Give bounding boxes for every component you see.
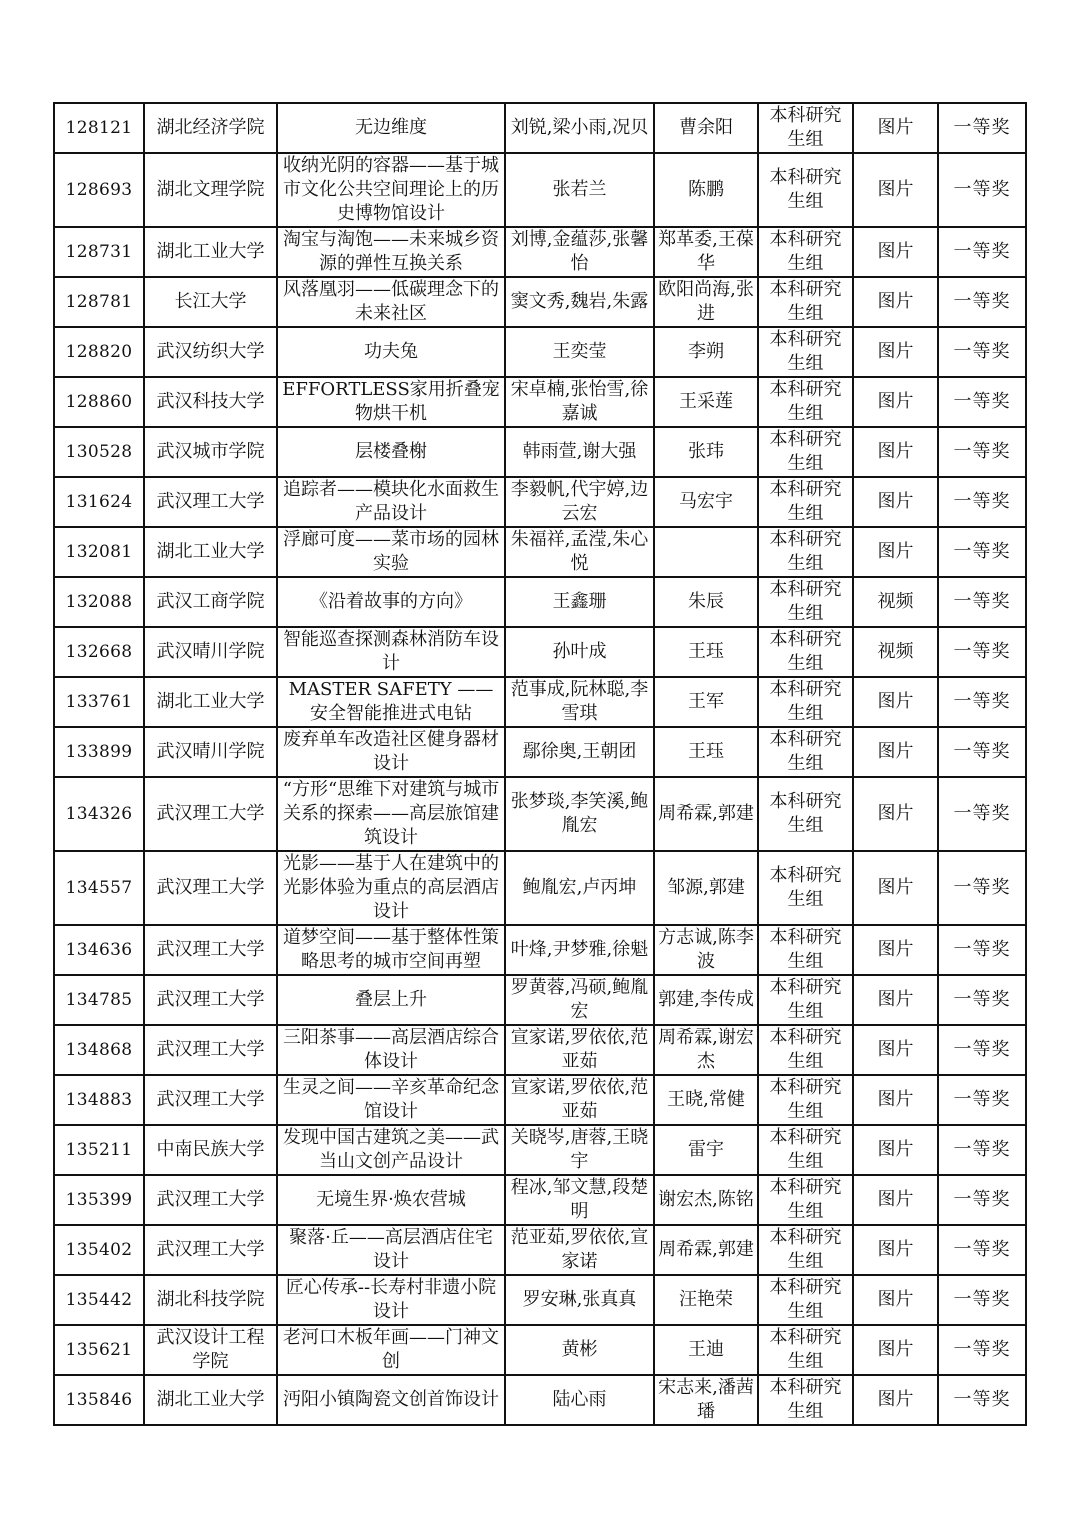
school-cell: 武汉理工大学 (144, 1175, 277, 1225)
table-row (54, 777, 1026, 851)
school-cell: 武汉城市学院 (144, 427, 277, 477)
entry-id-cell: 134883 (54, 1075, 144, 1125)
advisor-cell: 郭建,李传成 (654, 975, 758, 1025)
group-cell: 本科研究生组 (758, 577, 853, 627)
work-title-cell: 追踪者——模块化水面救生产品设计 (277, 477, 505, 527)
table-row (54, 377, 1026, 427)
group-cell: 本科研究生组 (758, 1375, 853, 1425)
group-cell: 本科研究生组 (758, 277, 853, 327)
category-cell: 图片 (853, 1375, 938, 1425)
group-cell: 本科研究生组 (758, 1025, 853, 1075)
advisor-cell: 王军 (654, 677, 758, 727)
award-cell: 一等奖 (938, 1375, 1026, 1425)
entry-id-cell: 130528 (54, 427, 144, 477)
category-cell: 图片 (853, 527, 938, 577)
authors-cell: 刘博,金蕴莎,张馨怡 (505, 227, 654, 277)
authors-cell: 宣家诺,罗依依,范亚茹 (505, 1025, 654, 1075)
school-cell: 武汉理工大学 (144, 477, 277, 527)
authors-cell: 王奕莹 (505, 327, 654, 377)
entry-id-cell: 128860 (54, 377, 144, 427)
category-cell: 图片 (853, 477, 938, 527)
entry-id-cell: 134868 (54, 1025, 144, 1075)
group-cell: 本科研究生组 (758, 477, 853, 527)
group-cell: 本科研究生组 (758, 1125, 853, 1175)
authors-cell: 朱福祥,孟滢,朱心悦 (505, 527, 654, 577)
school-cell: 湖北工业大学 (144, 1375, 277, 1425)
group-cell: 本科研究生组 (758, 1075, 853, 1125)
table-row (54, 1225, 1026, 1275)
school-cell: 武汉理工大学 (144, 975, 277, 1025)
work-title-cell: 沔阳小镇陶瓷文创首饰设计 (277, 1375, 505, 1425)
group-cell: 本科研究生组 (758, 427, 853, 477)
school-cell: 湖北科技学院 (144, 1275, 277, 1325)
advisor-cell: 邹源,郭建 (654, 851, 758, 925)
work-title-cell: 浮廊可度——菜市场的园林实验 (277, 527, 505, 577)
authors-cell: 范事成,阮林聪,李雪琪 (505, 677, 654, 727)
category-cell: 图片 (853, 377, 938, 427)
advisor-cell: 欧阳尚海,张进 (654, 277, 758, 327)
category-cell: 视频 (853, 577, 938, 627)
entry-id-cell: 132081 (54, 527, 144, 577)
authors-cell: 宋卓楠,张怡雪,徐嘉诚 (505, 377, 654, 427)
entry-id-cell: 128781 (54, 277, 144, 327)
category-cell: 图片 (853, 327, 938, 377)
school-cell: 湖北工业大学 (144, 527, 277, 577)
advisor-cell: 张玮 (654, 427, 758, 477)
entry-id-cell: 134326 (54, 777, 144, 851)
table-row (54, 153, 1026, 227)
advisor-cell: 谢宏杰,陈铭 (654, 1175, 758, 1225)
authors-cell: 范亚茹,罗依依,宣家诺 (505, 1225, 654, 1275)
entry-id-cell: 133761 (54, 677, 144, 727)
table-row (54, 1025, 1026, 1075)
work-title-cell: MASTER SAFETY —— 安全智能推进式电钻 (277, 677, 505, 727)
award-cell: 一等奖 (938, 577, 1026, 627)
entry-id-cell: 133899 (54, 727, 144, 777)
award-cell: 一等奖 (938, 1225, 1026, 1275)
authors-cell: 窦文秀,魏岩,朱露 (505, 277, 654, 327)
work-title-cell: “方形“思维下对建筑与城市关系的探索——高层旅馆建筑设计 (277, 777, 505, 851)
category-cell: 图片 (853, 277, 938, 327)
award-cell: 一等奖 (938, 327, 1026, 377)
school-cell: 武汉理工大学 (144, 1225, 277, 1275)
school-cell: 武汉科技大学 (144, 377, 277, 427)
table-row (54, 1375, 1026, 1425)
group-cell: 本科研究生组 (758, 627, 853, 677)
work-title-cell: 智能巡查探测森林消防车设计 (277, 627, 505, 677)
authors-cell: 刘锐,梁小雨,况贝 (505, 103, 654, 153)
work-title-cell: 三阳茶事——高层酒店综合体设计 (277, 1025, 505, 1075)
work-title-cell: 聚落·丘——高层酒店住宅设计 (277, 1225, 505, 1275)
advisor-cell (654, 527, 758, 577)
authors-cell: 程冰,邹文慧,段楚明 (505, 1175, 654, 1225)
advisor-cell: 王采莲 (654, 377, 758, 427)
award-cell: 一等奖 (938, 925, 1026, 975)
advisor-cell: 王迪 (654, 1325, 758, 1375)
table-row (54, 327, 1026, 377)
school-cell: 湖北文理学院 (144, 153, 277, 227)
advisor-cell: 周希霖,郭建 (654, 777, 758, 851)
school-cell: 武汉晴川学院 (144, 727, 277, 777)
authors-cell: 关晓岑,唐蓉,王晓宇 (505, 1125, 654, 1175)
school-cell: 武汉理工大学 (144, 925, 277, 975)
authors-cell: 韩雨萱,谢大强 (505, 427, 654, 477)
category-cell: 视频 (853, 627, 938, 677)
table-row (54, 727, 1026, 777)
work-title-cell: 《沿着故事的方向》 (277, 577, 505, 627)
entry-id-cell: 128121 (54, 103, 144, 153)
group-cell: 本科研究生组 (758, 677, 853, 727)
work-title-cell: 功夫兔 (277, 327, 505, 377)
advisor-cell: 周希霖,郭建 (654, 1225, 758, 1275)
school-cell: 武汉设计工程学院 (144, 1325, 277, 1375)
category-cell: 图片 (853, 427, 938, 477)
authors-cell: 宣家诺,罗依依,范亚茹 (505, 1075, 654, 1125)
authors-cell: 罗黄蓉,冯硕,鲍胤宏 (505, 975, 654, 1025)
table-row (54, 1325, 1026, 1375)
school-cell: 长江大学 (144, 277, 277, 327)
table-row (54, 103, 1026, 153)
award-cell: 一等奖 (938, 1125, 1026, 1175)
school-cell: 武汉工商学院 (144, 577, 277, 627)
award-cell: 一等奖 (938, 1275, 1026, 1325)
school-cell: 湖北经济学院 (144, 103, 277, 153)
work-title-cell: 匠心传承--长寿村非遗小院设计 (277, 1275, 505, 1325)
work-title-cell: 收纳光阴的容器——基于城市文化公共空间理论上的历史博物馆设计 (277, 153, 505, 227)
award-cell: 一等奖 (938, 477, 1026, 527)
group-cell: 本科研究生组 (758, 327, 853, 377)
authors-cell: 王鑫珊 (505, 577, 654, 627)
category-cell: 图片 (853, 227, 938, 277)
group-cell: 本科研究生组 (758, 377, 853, 427)
category-cell: 图片 (853, 727, 938, 777)
category-cell: 图片 (853, 1225, 938, 1275)
advisor-cell: 雷宇 (654, 1125, 758, 1175)
table-row (54, 477, 1026, 527)
authors-cell: 张若兰 (505, 153, 654, 227)
work-title-cell: 生灵之间——辛亥革命纪念馆设计 (277, 1075, 505, 1125)
school-cell: 武汉纺织大学 (144, 327, 277, 377)
table-row (54, 277, 1026, 327)
work-title-cell: 光影——基于人在建筑中的光影体验为重点的高层酒店设计 (277, 851, 505, 925)
work-title-cell: 发现中国古建筑之美——武当山文创产品设计 (277, 1125, 505, 1175)
work-title-cell: 无边维度 (277, 103, 505, 153)
table-row (54, 975, 1026, 1025)
work-title-cell: 淘宝与淘饱——未来城乡资源的弹性互换关系 (277, 227, 505, 277)
category-cell: 图片 (853, 1325, 938, 1375)
authors-cell: 鄢徐奥,王朝团 (505, 727, 654, 777)
table-row (54, 851, 1026, 925)
school-cell: 武汉理工大学 (144, 777, 277, 851)
authors-cell: 李毅帆,代宇婷,边云宏 (505, 477, 654, 527)
group-cell: 本科研究生组 (758, 1175, 853, 1225)
table-row (54, 1275, 1026, 1325)
entry-id-cell: 134636 (54, 925, 144, 975)
category-cell: 图片 (853, 153, 938, 227)
award-cell: 一等奖 (938, 727, 1026, 777)
entry-id-cell: 135399 (54, 1175, 144, 1225)
category-cell: 图片 (853, 677, 938, 727)
awards-table-body (54, 103, 1026, 1425)
category-cell: 图片 (853, 1275, 938, 1325)
entry-id-cell: 135402 (54, 1225, 144, 1275)
table-row (54, 227, 1026, 277)
work-title-cell: 无境生界·焕农营城 (277, 1175, 505, 1225)
authors-cell: 罗安琳,张真真 (505, 1275, 654, 1325)
award-cell: 一等奖 (938, 153, 1026, 227)
category-cell: 图片 (853, 103, 938, 153)
school-cell: 武汉理工大学 (144, 1025, 277, 1075)
category-cell: 图片 (853, 925, 938, 975)
work-title-cell: 废弃单车改造社区健身器材设计 (277, 727, 505, 777)
advisor-cell: 曹余阳 (654, 103, 758, 153)
award-cell: 一等奖 (938, 227, 1026, 277)
advisor-cell: 朱辰 (654, 577, 758, 627)
authors-cell: 黄彬 (505, 1325, 654, 1375)
group-cell: 本科研究生组 (758, 527, 853, 577)
awards-page (53, 102, 1025, 1426)
entry-id-cell: 135846 (54, 1375, 144, 1425)
advisor-cell: 王珏 (654, 727, 758, 777)
work-title-cell: 风落凰羽——低碳理念下的未来社区 (277, 277, 505, 327)
award-cell: 一等奖 (938, 1175, 1026, 1225)
entry-id-cell: 135442 (54, 1275, 144, 1325)
group-cell: 本科研究生组 (758, 777, 853, 851)
entry-id-cell: 132668 (54, 627, 144, 677)
work-title-cell: 叠层上升 (277, 975, 505, 1025)
authors-cell: 张梦琰,李笑溪,鲍胤宏 (505, 777, 654, 851)
award-cell: 一等奖 (938, 777, 1026, 851)
work-title-cell: 层楼叠榭 (277, 427, 505, 477)
entry-id-cell: 131624 (54, 477, 144, 527)
category-cell: 图片 (853, 1125, 938, 1175)
school-cell: 湖北工业大学 (144, 677, 277, 727)
entry-id-cell: 132088 (54, 577, 144, 627)
table-row (54, 427, 1026, 477)
advisor-cell: 周希霖,谢宏杰 (654, 1025, 758, 1075)
group-cell: 本科研究生组 (758, 1325, 853, 1375)
advisor-cell: 马宏宇 (654, 477, 758, 527)
entry-id-cell: 134557 (54, 851, 144, 925)
school-cell: 湖北工业大学 (144, 227, 277, 277)
table-row (54, 677, 1026, 727)
entry-id-cell: 128820 (54, 327, 144, 377)
group-cell: 本科研究生组 (758, 1275, 853, 1325)
entry-id-cell: 135621 (54, 1325, 144, 1375)
group-cell: 本科研究生组 (758, 1225, 853, 1275)
table-row (54, 1125, 1026, 1175)
award-cell: 一等奖 (938, 1325, 1026, 1375)
award-cell: 一等奖 (938, 627, 1026, 677)
group-cell: 本科研究生组 (758, 925, 853, 975)
advisor-cell: 汪艳荣 (654, 1275, 758, 1325)
table-row (54, 577, 1026, 627)
award-cell: 一等奖 (938, 103, 1026, 153)
category-cell: 图片 (853, 777, 938, 851)
work-title-cell: 道梦空间——基于整体性策略思考的城市空间再塑 (277, 925, 505, 975)
advisor-cell: 王晓,常健 (654, 1075, 758, 1125)
table-row (54, 527, 1026, 577)
group-cell: 本科研究生组 (758, 153, 853, 227)
award-cell: 一等奖 (938, 1025, 1026, 1075)
advisor-cell: 宋志来,潘茜璠 (654, 1375, 758, 1425)
group-cell: 本科研究生组 (758, 727, 853, 777)
table-row (54, 925, 1026, 975)
category-cell: 图片 (853, 1025, 938, 1075)
advisor-cell: 陈鹏 (654, 153, 758, 227)
school-cell: 武汉晴川学院 (144, 627, 277, 677)
authors-cell: 鲍胤宏,卢丙坤 (505, 851, 654, 925)
award-cell: 一等奖 (938, 975, 1026, 1025)
entry-id-cell: 128731 (54, 227, 144, 277)
school-cell: 武汉理工大学 (144, 1075, 277, 1125)
authors-cell: 陆心雨 (505, 1375, 654, 1425)
group-cell: 本科研究生组 (758, 227, 853, 277)
authors-cell: 孙叶成 (505, 627, 654, 677)
advisor-cell: 李朔 (654, 327, 758, 377)
award-cell: 一等奖 (938, 677, 1026, 727)
award-cell: 一等奖 (938, 277, 1026, 327)
group-cell: 本科研究生组 (758, 975, 853, 1025)
group-cell: 本科研究生组 (758, 851, 853, 925)
school-cell: 中南民族大学 (144, 1125, 277, 1175)
entry-id-cell: 135211 (54, 1125, 144, 1175)
advisor-cell: 王珏 (654, 627, 758, 677)
work-title-cell: EFFORTLESS家用折叠宠物烘干机 (277, 377, 505, 427)
table-row (54, 1075, 1026, 1125)
entry-id-cell: 128693 (54, 153, 144, 227)
award-cell: 一等奖 (938, 527, 1026, 577)
award-cell: 一等奖 (938, 1075, 1026, 1125)
awards-table (53, 102, 1027, 1426)
advisor-cell: 方志诚,陈李波 (654, 925, 758, 975)
table-row (54, 1175, 1026, 1225)
category-cell: 图片 (853, 851, 938, 925)
school-cell: 武汉理工大学 (144, 851, 277, 925)
award-cell: 一等奖 (938, 427, 1026, 477)
category-cell: 图片 (853, 975, 938, 1025)
category-cell: 图片 (853, 1175, 938, 1225)
award-cell: 一等奖 (938, 377, 1026, 427)
table-row (54, 627, 1026, 677)
work-title-cell: 老河口木板年画——门神文创 (277, 1325, 505, 1375)
authors-cell: 叶烽,尹梦雅,徐魁 (505, 925, 654, 975)
award-cell: 一等奖 (938, 851, 1026, 925)
group-cell: 本科研究生组 (758, 103, 853, 153)
entry-id-cell: 134785 (54, 975, 144, 1025)
category-cell: 图片 (853, 1075, 938, 1125)
advisor-cell: 郑革委,王葆华 (654, 227, 758, 277)
